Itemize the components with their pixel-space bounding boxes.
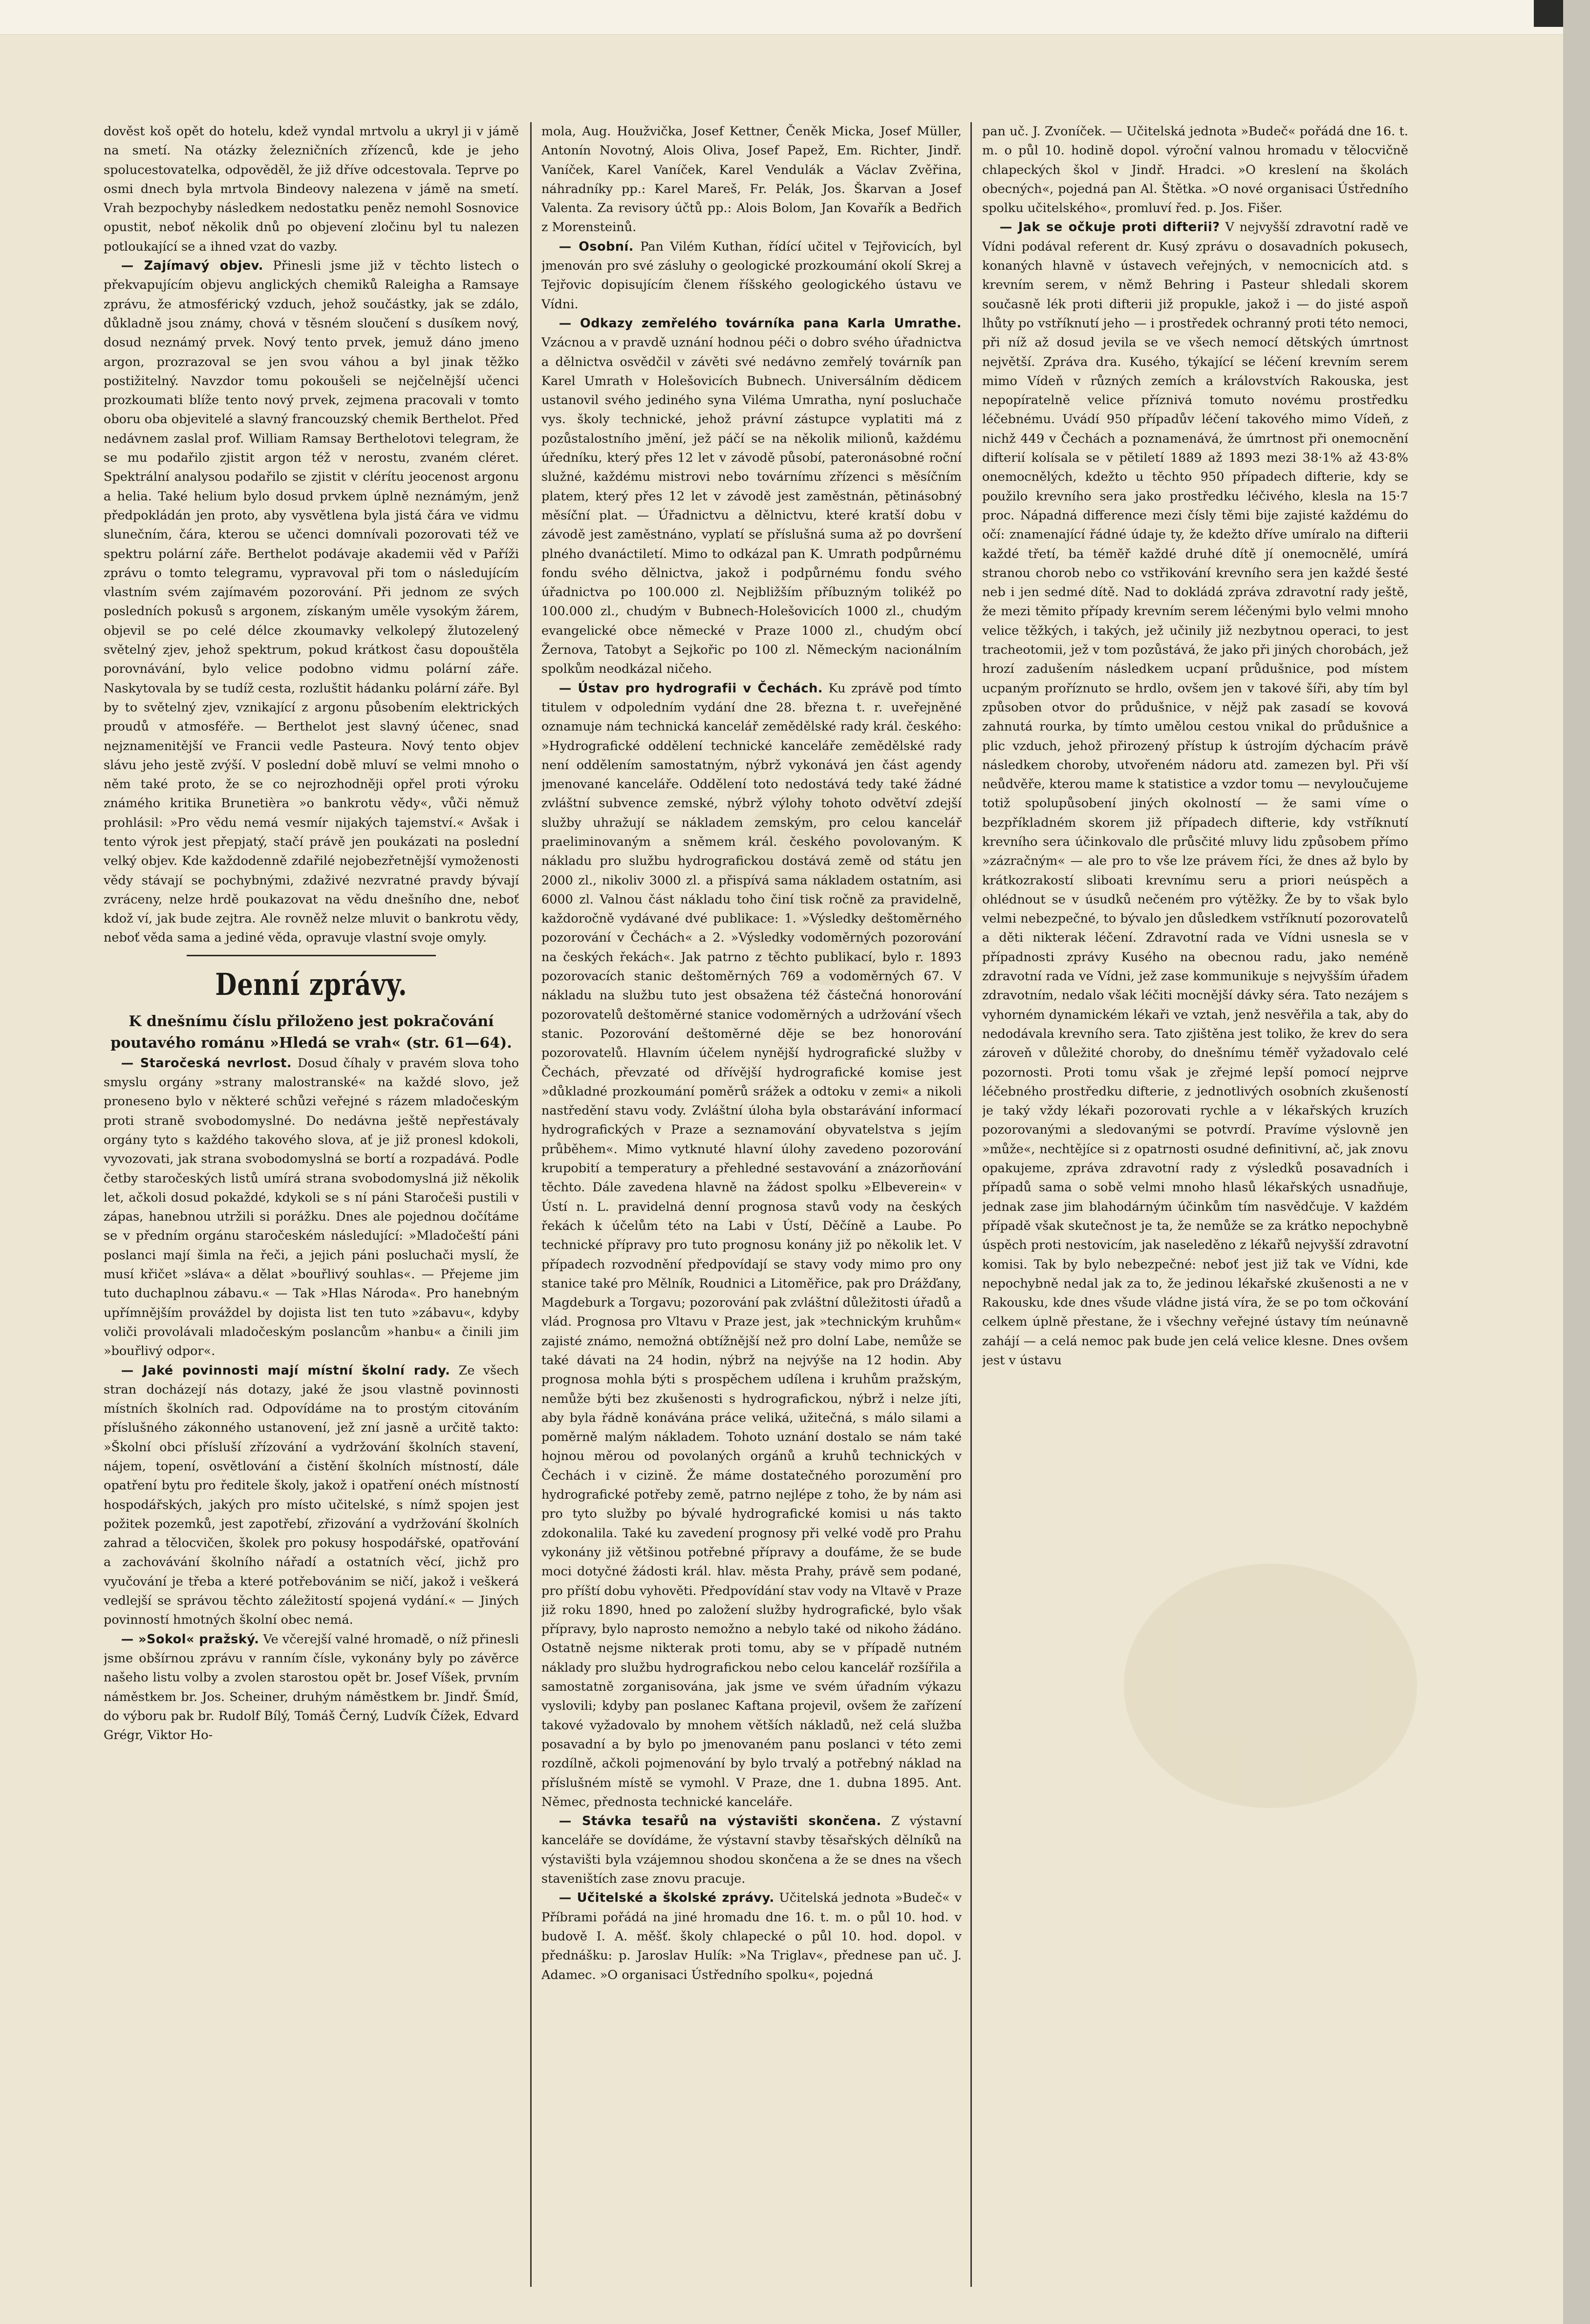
article-text: Ve včerejší valné hromadě, o níž přinesli jsme obšírnou zprávu v ranním čísle, vykonány byly po závěrce našeho listu volby a zvolen starostou opět br. Josef Víšek, prvním náměstkem br. Jos. Scheiner, druhým náměstkem br. Jindř. Šmíd, do výboru pak br. Rudolf Bílý, Tomáš Černý, Ludvík Čížek, Edvard Grégr, Viktor Ho- xyxy=(104,1632,519,1743)
section-title: Denní zprávy. xyxy=(215,966,408,1002)
article-heading: — »Sokol« pražský. xyxy=(121,1632,259,1647)
article-text: Dosud číhaly v pravém slova toho smyslu orgány »strany malostranské« na každé slovo, jež proneseno bylo v některé schůzi veřejné s rázem mladočeským proti straně svobodomyslné. Do nedávna ještě nepřestávaly orgány tyto s každého takového slova, ať je již pronesl kdokoli, vyvozovati, jak strana svobodomyslná se bortí a rozpadává. Podle četby staročeských listů umírá strana svobodomyslná již několik let, ačkoli dosud pokaždé, kdykoli se s ní páni Staročeši pustili v zápas, hanebnou utržili si porážku. Dnes ale pojednou dočítáme se v předním orgánu staročeském následující: »Mladočeští páni poslanci mají šimla na řeči, a jejich páni posluchači myslí, že musí křičet »sláva« a dělat »bouřlivý souhlas«. — Přejeme jim tuto duchaplnou zábavu.« — Tak »Hlas Národa«. Pro hanebným upřímnějším prováždel by dojista list ten tuto »zábavu«, kdyby voliči provolávali mladočeským poslancům »hanbu« a činili jim »bouřlivý odpor«. xyxy=(104,1055,519,1359)
article-heading: — Zajímavý objev. xyxy=(121,258,263,274)
page-top-margin xyxy=(0,0,1590,35)
article-paragraph xyxy=(541,679,962,1812)
article-text: Učitelská jednota »Budeč« v Příbrami pořádá na jiné hromadu dne 16. t. m. o půl 10. hod. v budově I. A. měšť. školy chlapecké o půl 10. hod. dopol. v přednášku: p. Jaroslav Hulík: »Na Triglav«, přednese pan uč. J. Adamec. »O organisaci Ústředního spolku«, pojedná xyxy=(541,1891,962,1982)
article-paragraph xyxy=(541,314,962,679)
article-paragraph xyxy=(541,1889,962,1984)
article-paragraph xyxy=(104,1361,519,1630)
column-2 xyxy=(541,122,962,2306)
article-text: pan uč. J. Zvoníček. — Učitelská jednota »Budeč« pořádá dne 16. t. m. o půl 10. hodině dopol. výroční valnou hromadu v tělocvičně chlapeckých škol v Jindř. Hradci. »O kreslení na školách obecných«, pojedná pan Al. Štětka. »O nové organisaci Ústředního spolku učitelského«, promluví řed. p. Jos. Fišer. xyxy=(982,124,1408,216)
article-text: Vzácnou a v pravdě uznání hodnou péči o dobro svého úřadnictva a dělnictva osvědčil v závěti své nedávno zemřelý továrník pan Karel Umrath v Holešovicích Bubnech. Universálním dědicem ustanovil svého jediného syna Viléma Umratha, nyní posluchače vys. školy technické, jehož právní zástupce vyplatiti má z pozůstalostního jmění, jež páčí se na několik milionů, každému úředníku, který přes 12 let v závodě působí, pateronásobné roční služné, každému mistrovi nebo továrnímu zřízenci s měsíčním platem, který přes 12 let v závodě jest zaměstnán, pětinásobný měsíční plat. — Úřadnictvu a dělnictvu, které kratší dobu v závodě jest zaměstnáno, vyplatí se příslušná suma až po dovršení plného dvanáctiletí. Mimo to odkázal pan K. Umrath podpůrnému fondu svého dělnictva, jakož i podpůrnému fondu svého úřadnictva po 100.000 zl. Nejbližším příbuzným tolikéž po 100.000 zl., chudým v Bubnech-Holešovicích 1000 zl., chudým evangelické obce německé v Praze 1000 zl., chudým obcí Žernova, Tatobyt a Sejkořic po 100 zl. Německým nacionálním spolkům neodkázal ničeho. xyxy=(541,335,962,677)
section-divider xyxy=(187,955,436,956)
article-paragraph xyxy=(104,257,519,948)
article-heading: — Ústav pro hydrografii v Čechách. xyxy=(559,681,823,696)
article-paragraph xyxy=(541,237,962,314)
article-text: mola, Aug. Houžvička, Josef Kettner, Čeněk Micka, Josef Müller, Antonín Novotný, Alois Oliva, Josef Papež, Em. Richter, Jindř. Vaníček, Karel Vaníček, Karel Vendulák a Václav Zvěřina, náhradníky pp.: Karel Mareš, Fr. Pelák, Jos. Škarvan a Josef Valenta. Za revisory účtů pp.: Alois Bolom, Jan Kovařík a Bedřich z Morensteinů. xyxy=(541,124,962,235)
article-heading: — Jak se očkuje proti difterii? xyxy=(999,220,1220,235)
article-heading: — Stávka tesařů na výstavišti skončena. xyxy=(559,1814,881,1829)
column-rule xyxy=(530,122,532,2287)
article-heading: — Odkazy zemřelého továrníka pana Karla Umrathe. xyxy=(559,316,962,331)
article-paragraph xyxy=(541,1812,962,1889)
article-paragraph xyxy=(982,218,1408,1370)
column-rule xyxy=(970,122,972,2287)
article-text: Přinesli jsme již v těchto listech o překvapujícím objevu anglických chemiků Raleigha a Ramsaye zprávu, že atmosférický vzduch, jehož součástky, jak se zdálo, důkladně jsou známy, chová v těsném sloučení s dusíkem nový, dosud neznámý prvek. Nový tento prvek, jemuž dáno jmeno argon, prozrazoval se jen svou váhou a byl jinak těžko postižitelný. Navzdor tomu pokoušeli se nejčelnější učenci prozkoumati blíže tento nový prvek, zejmena pracovali v tomto oboru oba objevitelé a slavný francouzský chemik Berthelot. Před nedávnem zaslal prof. William Ramsay Berthelotovi telegram, že se mu podařilo zjistit argon též v nerostu, zvaném cléret. Spektrální analysou podařilo se zjistit v clérítu jeocenost argonu a helia. Také helium bylo dosud prvkem úplně neznámým, jenž předpokládán jen proto, aby vysvětlena byla jistá čára ve vidmu slunečním, čára, kterou se učenci domnívali pozorovati též ve spektru polární záře. Berthelot podávaje akademii věd v Paříži zprávu o tomto telegramu, vypravoval při tom o následujícím vlastním svém zajímavém pozorování. Při jednom ze svých posledních pokusů s argonem, získaným uměle vysokým žárem, objevil se po celé délce zkoumavky velkolepý žlutozelený světelný zjev, jehož spektrum, pokud krátkost času dopouštěla porovnávání, bylo velice podobno vidmu polární záře. Naskytovala by se tudíž cesta, rozluštit hádanku polární záře. Byl by to světelný zjev, vznikající z argonu působením elektrických proudů v atmosféře. — Berthelot jest slavný účenec, snad nejznamenitější ve Francii vedle Pasteura. Nový tento objev slávu jeho jestě zvýší. V poslední době mluví se velmi mnoho o něm také proto, že se co nejrozhodněji opřel proti výroku známého kritika Brunetièra »o bankrotu vědy«, vůči němuž prohlásil: »Pro vědu nemá vesmír nijakých tajemství.« Avšak i tento výrok jest přepjatý, stačí právě jen poukázati na poslední velký objev. Kde každodenně zdařilé nejobezřetnější vymoženosti vědy stávají se pochybnými, zdaživé nezvratné pravdy bývají zvráceny, nelze hrdě poukazovat na vědu dnešního dne, neboť kdož ví, jak bude zejtra. Ale rovněž nelze mluvit o bankrotu vědy, neboť věda sama a jediné věda, opravuje vlastní svoje omyly. xyxy=(104,258,519,946)
article-text: Ze všech stran docházejí nás dotazy, jaké že jsou vlastně povinnosti místních školních rad. Odpovídáme na to prostým citováním příslušného zákonného ustanovení, jež zní jasně a určitě takto: »Školní obci přísluší zřízování a vydržování školních stavení, nájem, topení, osvětlování a čistění školních místností, dále opatření bytu pro ředitele školy, jakož i opatření onéch místností hospodářských, jakých pro místo učitelské, s nímž spojen jest požitek pozemků, jest zapotřebí, zřizování a vydržování školních zahrad a tělocvičen, školek pro pokusy hospodářské, opatřování a zachovávání školního nářadí a ostatních věcí, jichž pro vyučování je třeba a které potřebovánim se ničí, jakož i veškerá vedlejší se správou těchto záležitostí spojená vydání.« — Jiných povinností hmotných školní obec nemá. xyxy=(104,1363,519,1628)
article-text: Ku zprávě pod tímto titulem v odpoledním vydání dne 28. března t. r. uveřejněné oznamuje nám technická kancelář zemědělské rady král. českého: »Hydrografické oddělení technické kanceláře zemědělské rady není oddělením samostatným, nýbrž vykonává jen část agendy jmenované kanceláře. Oddělení toto nedostává tedy také žádné zvláštní subvence zemské, nýbrž výlohy tohoto odvětví zdejší služby uhražují se nákladem zemským, pro celou kancelář praeliminovaným a sněmem král. českého povolovaným. K nákladu pro službu hydrografickou dostává země od státu jen 2000 zl., nikoliv 3000 zl. a přispívá sama nákladem ostatním, asi 6000 zl. Valnou část nákladu toho činí tisk ročně za pravidelně, každoročně vydávané dvé publikace: 1. »Výsledky deštoměrného pozorování v Čechách« a 2. »Výsledky vodoměrných pozorování na českých řekách«. Jak patrno z těchto publikací, bylo r. 1893 pozorovacích stanic deštoměrných 769 a vodoměrných 67. V nákladu na službu tuto jest obsažena též částečná honorování pozorovatelů deštoměrné stanice vodoměrných a udržování všech stanic. Pozorování deštoměrné děje se bez honorování pozorovatelů. Hlavním účelem nynější hydrografické služby v Čechách, převzaté od dřívější hydrografické komise jest »důkladné prozkoumání poměrů srážek a odtoku v zemi« a nikoli nastředění stavu vody. Zvláštní úloha byla obstarávání informací hydrografických v Praze a seznamování obyvatelstva s jejím průběhem«. Mimo vytknuté hlavní úlohy zavedeno pozorování krupobití a temperatury a přehledné sestavování a znázorňování těchto. Dále zavedena hlavně na žádost spolku »Elbeverein« v Ústí n. L. pravidelná denní prognosa stavů vody na českých řekách k účelům této na Labi v Ústí, Děčíně a Laube. Po technické přípravy pro tuto prognosu konány již po několik let. V případech rozvodnění předpovídají se stavy vody mimo pro ony stanice také pro Mělník, Roudnici a Litoměřice, pak pro Drážďany, Magdeburk a Torgavu; pozorování pak zvláštní důležitosti úřadů a vlád. Prognosa pro Vltavu v Praze jest, jak »technickým kruhům« zajisté známo, nemožná obtížnější než pro dolní Labe, nemůže se také dávati na 24 hodin, nýbrž na nejvýše na 12 hodin. Aby prognosa mohla býti s prospěchem udílena i kruhům pražským, nemůže býti bez zkušenosti s hydrografickou, nýbrž i nelze jíti, aby byla řádně konávána práce veliká, užitečná, s málo silami a poměrně malým nákladem. Tohoto uznání dostalo se nám také hojnou měrou od povolaných orgánů a kruhů technických v Čechách i v cizině. Že máme dostatečného porozumění pro hydrografické potřeby země, patrno nejlépe z toho, že by nám asi pro tyto služby po bývalé hydrografické komisi u nás takto zdokonalila. Také ku zavedení prognosy při velké vodě pro Prahu vykonány již většinou potřebné přípravy a doufáme, že se bude moci dotyčné žádosti král. hlav. města Prahy, právě sem podané, pro příští dobu vyhověti. Předpovídání stav vody na Vltavě v Praze již roku 1890, hned po založení služby hydrografické, bylo však přípravy, bylo naprosto nemožno a nebylo také od nikoho žádáno. Ostatně nejsme nikterak proti tomu, aby se v případě nutném náklady pro službu hydrografickou nebo celou kancelář rozšířila a samostatně zorganisována, jak jsme ve svém úřadním výkazu vyslovili; kdyby pan poslanec Kaftana projevil, ovšem že zařízení takové vyžadovalo by mnohem větších nákladů, než celá služba posavadní a by bylo po jmenovaném panu poslanci v této zemi rozdílně, ačkoli pojmenování by bylo trvalý a potřebný náklad na příslušném místě se vymohl. V Praze, dne 1. dubna 1895. Ant. Němec, přednosta technické kanceláře. xyxy=(541,681,962,1809)
article-heading: — Učitelské a školské zprávy. xyxy=(559,1891,774,1906)
article-text: dověst koš opět do hotelu, kdež vyndal mrtvolu a ukryl ji v jámě na smetí. Na otázky železničních zřízenců, kde je jeho spolucestovatelka, odpověděl, že již dříve odcestovala. Teprve po osmi dnech byla mrtvola Bindeovy nalezena v jámě na smetí. Vrah bezpochyby následkem nedostatku peněz nemohl Sosnovice opustit, neboť několik dnů po objevení zločinu byl tu nalezen potloukající se a ihned vzat do vazby. xyxy=(104,124,519,254)
article-paragraph xyxy=(104,1630,519,1745)
column-1 xyxy=(104,122,519,2306)
corner-mark xyxy=(1534,0,1563,27)
article-paragraph xyxy=(104,1054,519,1361)
article-text: V nejvyšší zdravotní radě ve Vídni podával referent dr. Kusý zprávu o dosavadních pokusech, konaných hlavně v ústavech veřejných, v nemocnicích atd. s krevním serem, v němž Behring i Pasteur shledali skorem současně lék proti difterii již propukle, jakož i — do jisté aspoň lhůty po vstříknutí jeho — i prostředek ochranný proti této nemoci, při níž až dosud jevila se ve všech nemocí dětských úmrtnost největší. Zpráva dra. Kusého, týkající se léčení krevním serem mimo Vídeň v různých zemích a královstvích Rakouska, jest nepopíratelně velice příznivá tomuto novému prostředku léčebnému. Uvádí 950 případův léčení takového mimo Vídeň, z nichž 449 v Čechách a poznamenává, že úmrtnost při onemocnění difterií kolísala se v pětiletí 1889 až 1893 mezi 38·1% až 43·8% onemocnělých, kdežto u těchto 950 případech difterie, kdy se použilo krevního sera jako prostředku léčivého, klesla na 15·7 proc. Nápadná difference mezi čísly těmi bije zajisté každému do očí: znamenající řádné údaje ty, že kdežto dříve umíralo na difterii každé třetí, ba téměř každé druhé dítě jí onemocnělé, umírá stranou chorob nebo co vstřikování krevního sera jen každé šesté neb i jen sedmé dítě. Nad to dokládá zpráva zdravotní rady ještě, že mezi těmito případy krevním serem léčenými bylo velmi mnoho velice těžkých, i takých, jež učinily již nezbytnou operaci, to jest tracheotomii, jež v tom pozůstává, že jako při jiných chorobách, jež hrozí zadušením následkem ucpaní průdušnice, pod místem ucpaným proříznuto se hrdlo, ovšem jen v takové šíři, aby tím byl způsoben otvor do průdušnice, v nějž pak zasadí se kovová zahnutá rourka, by tímto umělou cestou vnikal do průdušnice a plic vzduch, jehož přirozený přístup k ústrojím dýchacím právě následkem choroby, utvořeném nádoru atd. zamezen byl. Při vší neůdvěře, kterou mame k statistice a vzdor tomu — nevyloučujeme totiž spolupůsobení jiných okolností — že sami víme o bezpříkladném skorem již případech difterie, kdy vstříknutí krevního sera účinkovalo dle průsčité mluvy lidu způsobem přímo »zázračným« — ale pro to vše lze právem říci, že dnes až bylo by krátkozrakostí sliboati krevnímu seru a priori neúspěch a ohlédnout se v úsudků nečeném pro výtěžky. Že by to však bylo velmi nebezpečné, to bývalo jen důsledkem vstříknutí pozorovatelů a děti nikterak léčení. Zdravotní rada ve Vídni usnesla se v případnosti zprávy Kusého na obecnou radu, jako neméně zdravotní rada ve Vídni, jež zase kommunikuje s nejvyšším úřadem zdravotním, nedalo však léčiti mocnější dávky séra. Tato nezájem s vyhorném dynamickém lékaři ve vztah, jenž nesvěřila a tak, aby do nedodávala krevního sera. Tato zjištěna jest toliko, že krev do sera zároveň v důležité choroby, do dnešnímu téměř vyžadovalo celé pozornosti. Proti tomu však je zřejmé lepší pomocí nejprve léčebného prostředku difterie, z jednotlivých osobních zkušeností je taký vždy lékaři pozorovati rychle a v lékařských kruzích pozorovanými a sledovanými se potvrdí. Pravíme výslovně jen »může«, nechtějíce si z opatrnosti osudné definitivní, ač, jak znovu opakujeme, zpráva zdravotní rady z výsledků posavadních i případů sama o sobě velmi mnoho hlasů lékařských usnadňuje, jednak zase jim blahodárným účinkům tím nasvědčuje. V každém případě však skutečnost je ta, že nemůže se za krátko nepochybně úspěch proti nestovicím, jak naseleděno z lékařů nejvyšší zdravotní komisi. Tak by bylo nebezpečné: neboť jest již tak ve Vídni, kde nepochybně nedal jak za to, že jedinou lékařské zkušenosti a ne v Rakousku, kde dnes všude vládne jistá víra, že se po tom očkování celkem úplně přestane, že i všechny veřejné ústavy tím neúnavně zahájí — a celá nemoc pak bude jen celá velice klesne. Dnes ovšem jest v ústavu xyxy=(982,220,1408,1368)
article-text: Pan Vilém Kuthan, řídící učitel v Tejřovicích, byl jmenován pro své zásluhy o geologické prozkoumání okolí Skrej a Tejřovic dopisujícím členem říšského geologického ústavu ve Vídni. xyxy=(541,239,962,312)
supplement-notice: K dnešnímu číslu přiloženo jest pokračování poutavého románu »Hledá se vrah« (str. 61—64). xyxy=(110,1012,512,1052)
article-heading: — Staročeská nevrlost. xyxy=(121,1055,292,1071)
column-3 xyxy=(982,122,1408,2306)
page-right-edge xyxy=(1563,0,1590,2324)
article-heading: — Jaké povinnosti mají místní školní rady. xyxy=(121,1363,451,1378)
article-text: Z výstavní kanceláře se dovídáme, že výstavní stavby těsařských dělníků na výstavišti byla vzájemnou shodou skončena a že se dnes na všech staveništích zase znovu pracuje. xyxy=(541,1814,962,1887)
article-heading: — Osobní. xyxy=(559,239,634,254)
